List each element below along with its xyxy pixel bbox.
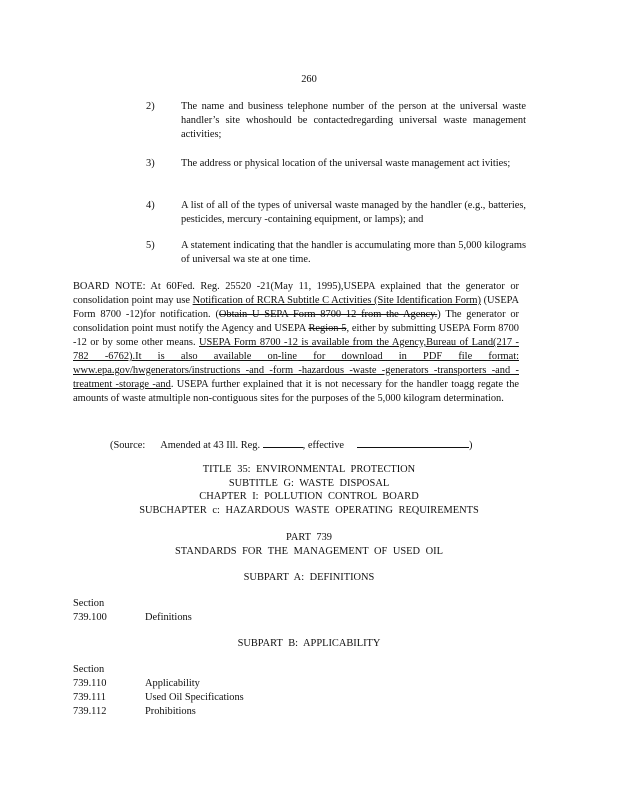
register-blank: [263, 437, 303, 448]
list-item-text: A statement indicating that the handler is accumulating more than 5,000 kilograms of universal wa ste at one time.: [181, 240, 526, 265]
subpart-a-heading: SUBPART A: DEFINITIONS: [243, 572, 375, 583]
board-note-text: BOARD NOTE: At 60Fed. Reg. 25520 -21(May 11, 1995),USEPA explained that the generator or consolidation point may use: [73, 281, 519, 306]
section-title: Used Oil Specifications: [145, 692, 244, 703]
source-effective: , effective: [302, 440, 345, 451]
deleted-text: Obtain U SEPA Form 8700 12 from the Agency.: [218, 309, 438, 320]
section-number: 739.112: [73, 706, 107, 717]
board-note-text: . USEPA further explained that it is not necessary for the handler toagg regate the amounts of waste atmultiple non-contiguous sites for the purposes of the 5,000 kilogram determination.: [73, 379, 519, 404]
source-line: [110, 437, 530, 453]
source-label: (Source:: [110, 440, 146, 451]
page-number: 260: [301, 74, 317, 85]
list-item-number: 5): [146, 240, 155, 251]
section-title: Applicability: [145, 678, 200, 689]
section-title: Definitions: [145, 612, 192, 623]
chapter-heading: CHAPTER I: POLLUTION CONTROL BOARD: [199, 491, 419, 502]
subtitle-heading: SUBTITLE G: WASTE DISPOSAL: [228, 478, 390, 489]
inserted-text: Notification of RCRA Subtitle C Activities (Site Identification Form): [192, 295, 481, 306]
board-note-text: , either by submitting USEPA Form 8700 -12 or by some other means.: [73, 323, 519, 348]
board-note-text: ) The generator or consolidation point must notify the Agency and USEPA: [73, 309, 519, 334]
section-number: 739.100: [73, 612, 107, 623]
list-item-number: 2): [146, 101, 155, 112]
title-heading: TITLE 35: ENVIRONMENTAL PROTECTION: [202, 464, 416, 475]
part-title-heading: STANDARDS FOR THE MANAGEMENT OF USED OIL: [175, 546, 443, 557]
section-label: Section: [73, 664, 105, 675]
section-title: Prohibitions: [145, 706, 196, 717]
subpart-b-heading: SUBPART B: APPLICABILITY: [237, 638, 381, 649]
source-amended: Amended at 43 Ill. Reg.: [160, 440, 261, 451]
section-number: 739.110: [73, 678, 107, 689]
section-label: Section: [73, 598, 105, 609]
source-close: ): [469, 440, 473, 451]
effective-date-blank: [357, 437, 469, 448]
section-number: 739.111: [73, 692, 106, 703]
part-heading: PART 739: [286, 532, 332, 543]
inserted-text: USEPA Form 8700 -12 is available from the Agency,Bureau of Land(217 - 782 -6762).It is also available on-line for download in PDF file format: www.epa.gov/hwgenerators/instructions -and -form -hazardous -waste -generators -transporters -and -treatment -storage -and: [73, 337, 519, 390]
board-note: [73, 280, 519, 406]
deleted-text: Region 5: [308, 323, 347, 334]
board-note-text: (USEPA Form 8700 -12)for notification. (: [73, 295, 520, 320]
list-item-number: 4): [146, 200, 155, 211]
list-item-text: A list of all of the types of universal waste managed by the handler (e.g., batteries, pesticides, mercury -containing equipment, or lamps); and: [181, 200, 526, 225]
list-item-text: The name and business telephone number of the person at the universal waste handler’s site whoshould be contactedregarding universal waste management activities;: [181, 101, 526, 140]
subchapter-heading: SUBCHAPTER c: HAZARDOUS WASTE OPERATING REQUIREMENTS: [139, 505, 479, 516]
list-item-text: The address or physical location of the universal waste management act ivities;: [181, 158, 511, 169]
list-item-number: 3): [146, 158, 155, 169]
